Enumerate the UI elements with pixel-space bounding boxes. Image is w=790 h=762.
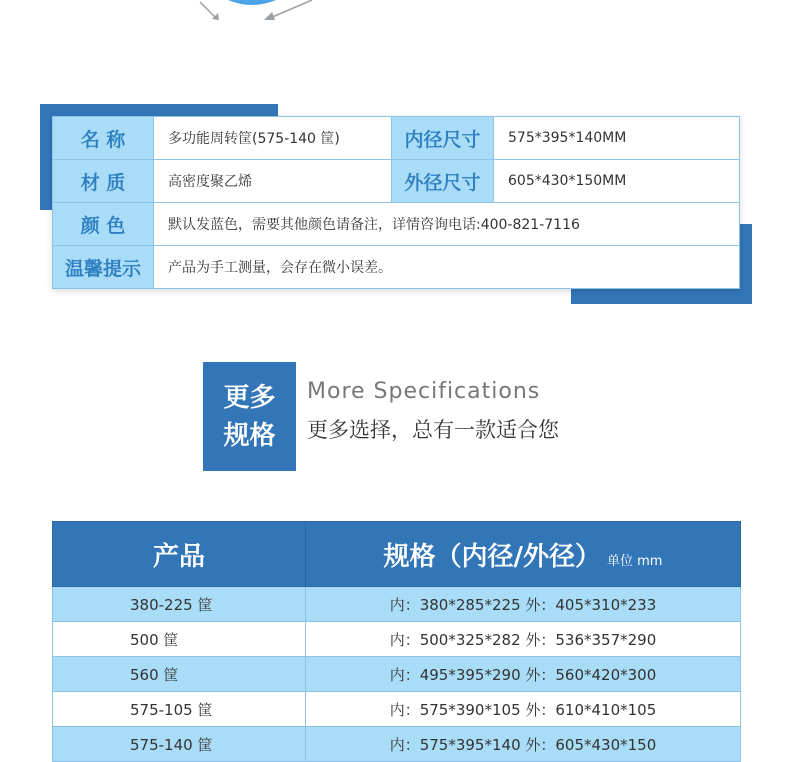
value-tip: 产品为手工测量，会存在微小误差。: [154, 246, 740, 289]
size-cell: 内：500*325*282 外：536*357*290: [306, 622, 741, 657]
value-material: 高密度聚乙烯: [154, 160, 392, 203]
more-box-line1: 更多: [223, 382, 276, 413]
table-row: [53, 727, 741, 762]
info-row-color: [53, 203, 740, 246]
label-inner-size: 内径尺寸: [392, 117, 494, 160]
table-row: [53, 587, 741, 622]
size-cell: 内：575*395*140 外：605*430*150: [306, 727, 741, 762]
label-tip: 温馨提示: [53, 246, 154, 289]
product-cell: 380-225 筐: [53, 587, 306, 622]
product-info-table: [52, 116, 740, 289]
info-row-material: [53, 160, 740, 203]
more-specs-chinese: 更多选择，总有一款适合您: [307, 418, 559, 442]
product-cell: 500 筐: [53, 622, 306, 657]
header-unit: 单位 mm: [607, 553, 663, 569]
more-specs-box: [203, 362, 296, 471]
label-material: 材 质: [53, 160, 154, 203]
value-color: 默认发蓝色，需要其他颜色请备注，详情咨询电话:400-821-7116: [154, 203, 740, 246]
info-row-name: [53, 117, 740, 160]
label-outer-size: 外径尺寸: [392, 160, 494, 203]
size-cell: 内：380*285*225 外：405*310*233: [306, 587, 741, 622]
size-cell: 内：495*395*290 外：560*420*300: [306, 657, 741, 692]
right-arrow-icon: [270, 0, 312, 18]
more-specs-english: More Specifications: [307, 379, 541, 404]
header-product: 产品: [53, 522, 306, 587]
product-cell: 575-105 筐: [53, 692, 306, 727]
header-spec-label: 规格（内径/外径）: [383, 541, 602, 572]
header-spec: [306, 522, 741, 587]
table-row: [53, 622, 741, 657]
size-cell: 内：575*390*105 外：610*410*105: [306, 692, 741, 727]
top-crate-graphic: [0, 0, 790, 30]
value-inner-size: 575*395*140MM: [494, 117, 740, 160]
spec-header-row: [53, 522, 741, 587]
table-row: [53, 657, 741, 692]
table-row: [53, 692, 741, 727]
label-name: 名 称: [53, 117, 154, 160]
value-outer-size: 605*430*150MM: [494, 160, 740, 203]
info-row-tip: [53, 246, 740, 289]
product-cell: 575-140 筐: [53, 727, 306, 762]
more-box-line2: 规格: [223, 420, 276, 451]
value-name: 多功能周转筐(575-140 筐): [154, 117, 392, 160]
product-cell: 560 筐: [53, 657, 306, 692]
spec-table: [52, 521, 741, 762]
left-arrow-icon: [200, 2, 216, 18]
label-color: 颜 色: [53, 203, 154, 246]
